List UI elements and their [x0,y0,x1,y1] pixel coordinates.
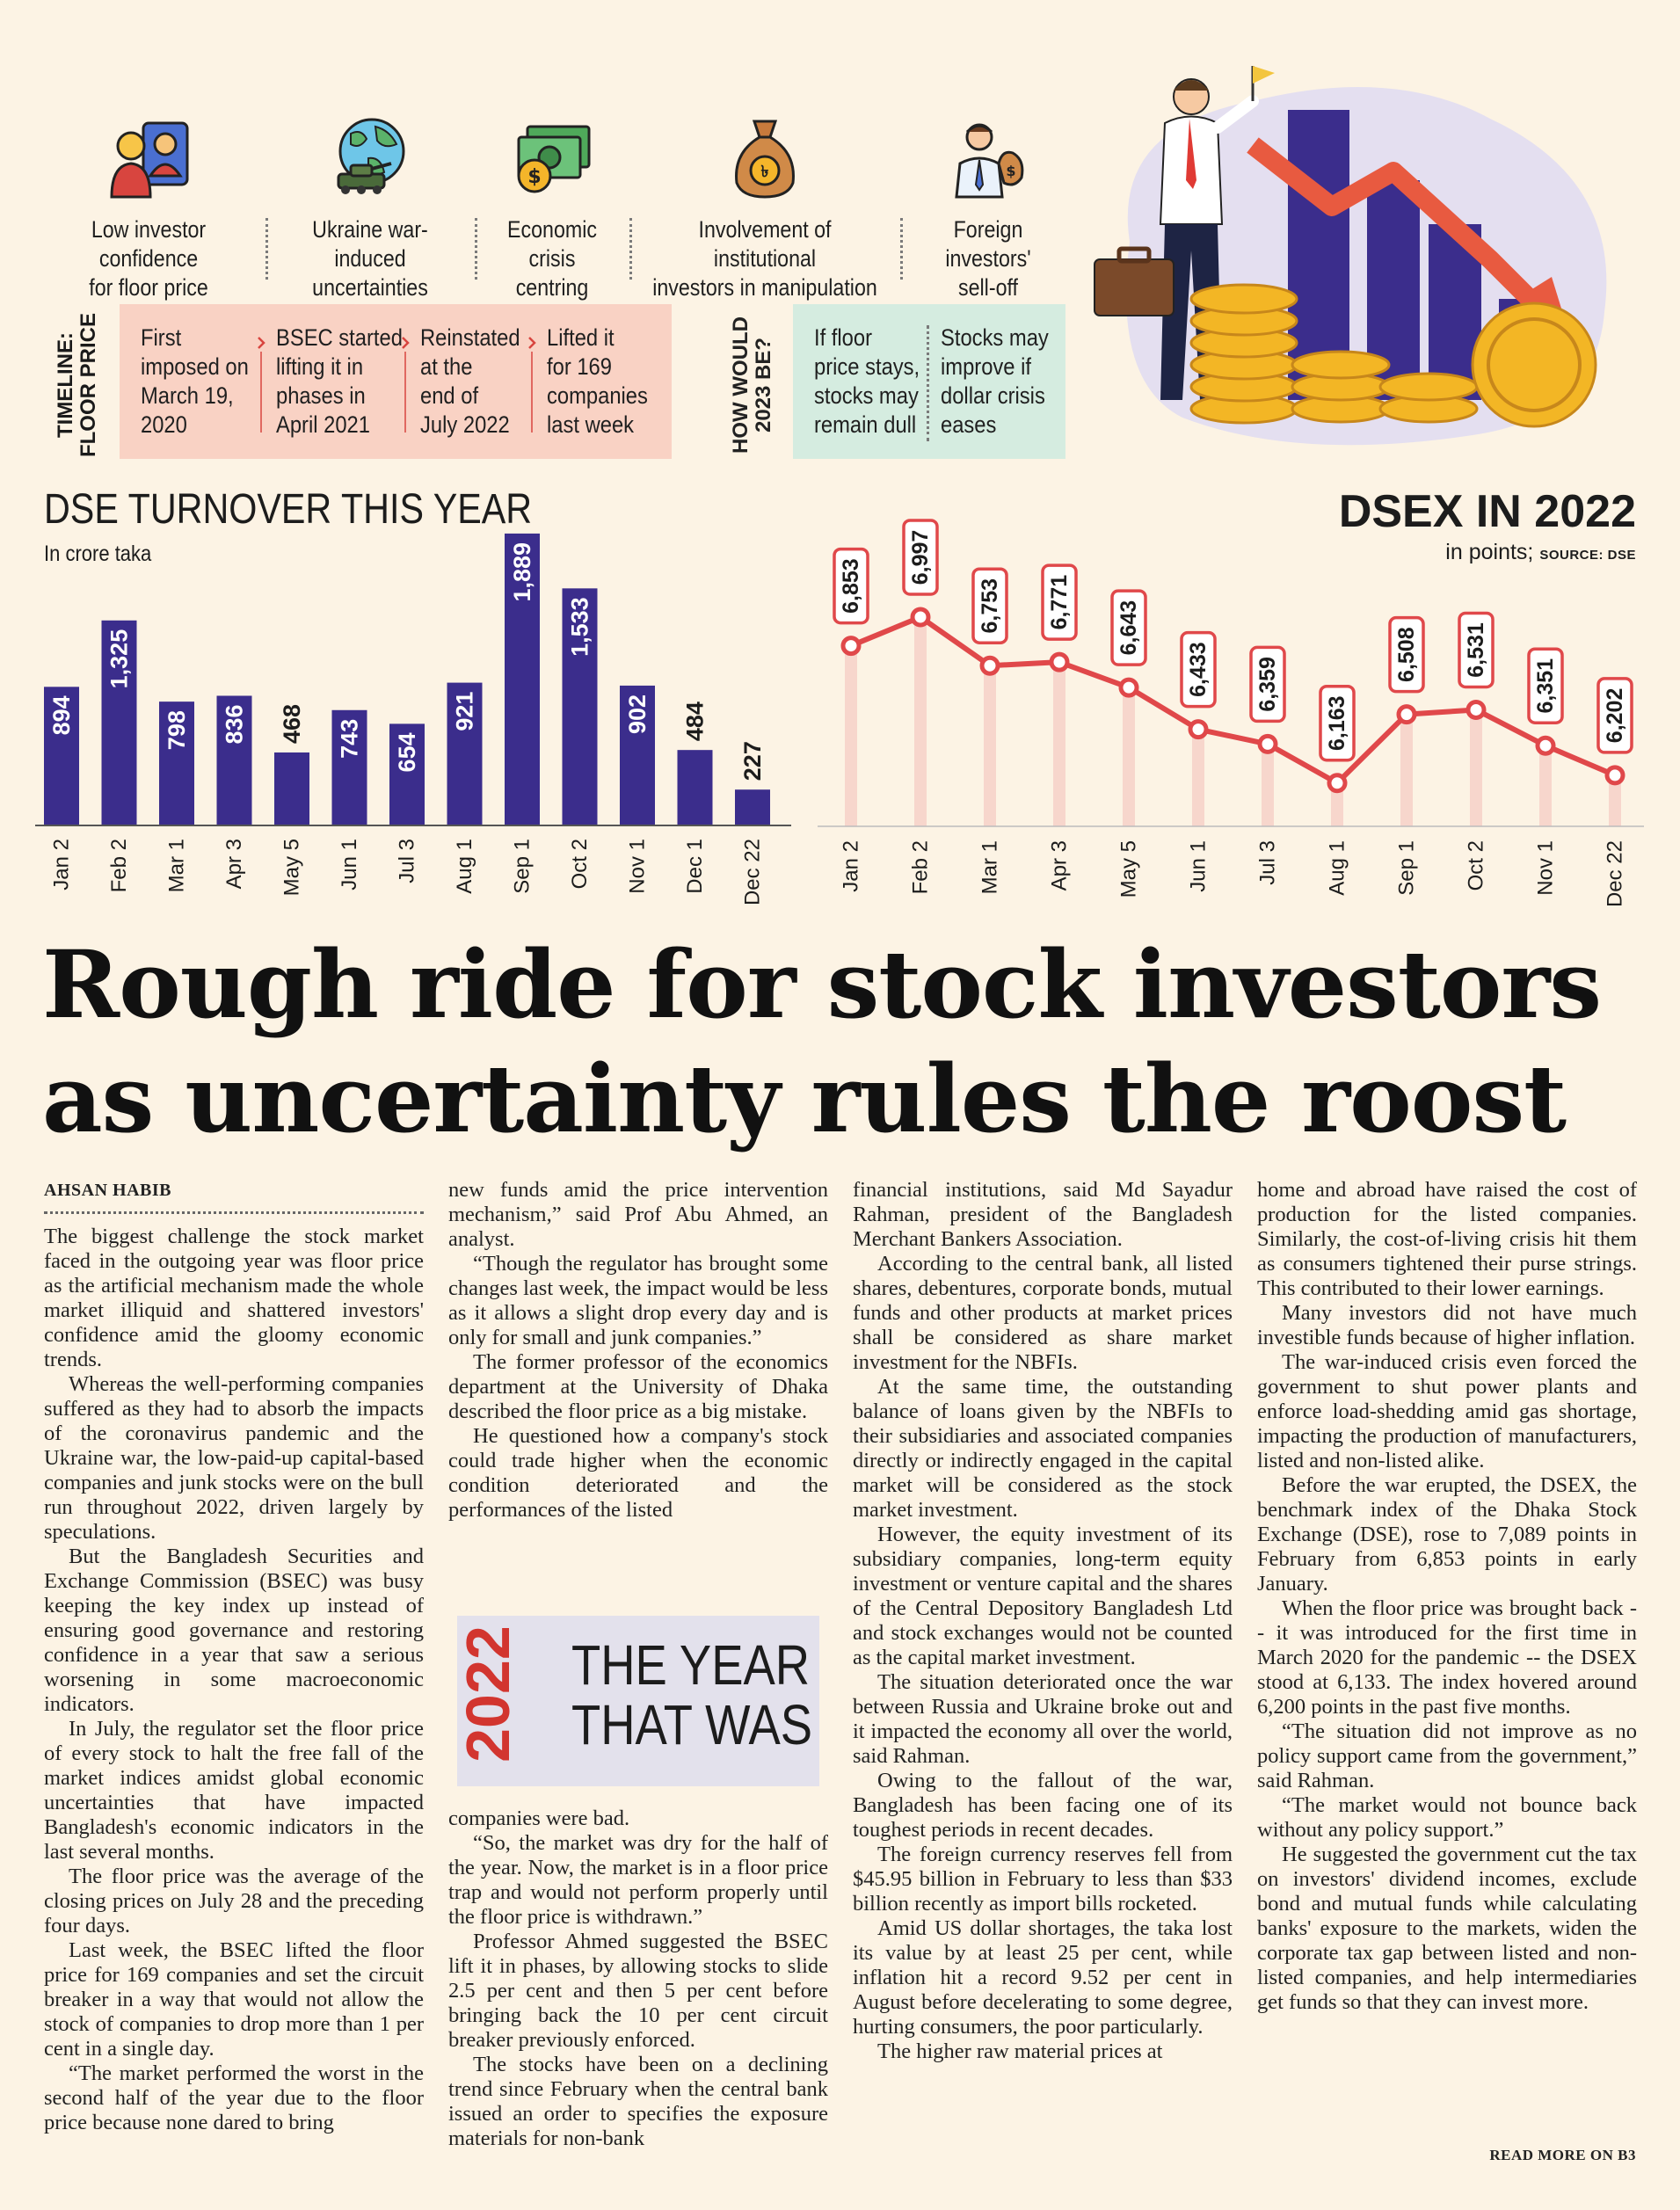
paragraph: The stocks have been on a declining trend since February when the central bank issued an order to specifies the exposure materials for non-bank [448,2053,828,2149]
outlook-item-2: Stocks may improve if dollar crisis eases [941,324,1049,438]
paragraph: Owing to the fallout of the war, Bangladesh has been facing one of its toughest periods in recent decades. [853,1769,1233,1842]
paragraph: financial institutions, said Md Sayadur Rahman, president of the Bangladesh Merchant Bankers Association. [853,1178,1233,1251]
point-value-label: 6,531 [1464,622,1488,678]
paragraph: The foreign currency reserves fell from $45.95 billion in February to less than $33 billion recently as import bills rocketed. [853,1843,1233,1916]
turnover-chart-title: DSE TURNOVER THIS YEAR [44,486,533,533]
data-point [1051,654,1067,670]
x-tick-label: Apr 3 [1047,840,1072,891]
svg-text:$: $ [1006,163,1016,179]
drop-line [1470,709,1482,826]
x-tick-label: Mar 1 [164,839,189,893]
investor-selloff-icon [944,114,1032,202]
factor-label: Foreign investors' [945,216,1031,272]
bar-value-label: 798 [164,710,190,751]
dsex-unit: in points; [1445,540,1534,564]
drop-line [1053,662,1065,826]
byline: AHSAN HABIB [44,1178,424,1214]
bar [678,750,713,825]
x-tick-label: Feb 2 [107,839,131,893]
paragraph: The floor price was the average of the closing prices on July 28 and the preceding four days. [44,1865,424,1937]
turnover-bar-chart [35,510,791,949]
svg-text:৳: ৳ [760,163,769,181]
bar-value-label: 654 [394,732,420,773]
x-tick-label: Sep 1 [1394,840,1419,896]
read-more-link[interactable]: READ MORE ON B3 [1489,2147,1636,2163]
paragraph: Before the war erupted, the DSEX, the benchmark index of the Dhaka Stock Exchange (DSE), rose to 7,089 points in February from 6,853 points in early January. [1257,1473,1637,1596]
bar [274,752,309,825]
article-column-4 [1257,1178,1637,2145]
drop-line [1123,687,1135,826]
x-tick-label: Jul 3 [1255,840,1280,885]
outlook-tag [721,306,784,464]
timeline-tag-line: TIMELINE: [54,332,77,439]
globe-war-icon [326,114,414,202]
point-value-label: 6,997 [908,529,933,585]
paragraph: companies were bad. [448,1807,630,1830]
paragraph: He suggested the government cut the tax on investors' dividend incomes, exclude bond and mutual funds while calculating banks' exposure to the markets, widen the corporate tax gap between listed and non-listed companies, and help intermediaries get funds so that they can invest more. [1257,1843,1637,2014]
dsex-chart-title: DSEX IN 2022 [1338,486,1636,537]
year-box-line: THE YEAR [571,1633,811,1697]
point-value-label: 6,163 [1325,695,1349,752]
market-decline-illustration [1077,48,1640,470]
money-bag-icon [721,114,809,202]
factor-foreign-selloff [904,114,1073,301]
outlook-item-1: If floor price stays, stocks may remain dull [814,324,920,438]
drop-line [1192,730,1204,826]
series-line [851,617,1615,783]
paragraph: Last week, the BSEC lifted the floor price for 169 companies and set the circuit breaker in a way that would not allow the stock of companies to drop more than 1 per cent in a single day. [44,1938,424,2061]
timeline-box [120,304,672,459]
article-column-2-top [448,1178,828,1596]
data-point [1190,722,1206,738]
factor-label: Economic crisis [507,216,597,272]
turnover-chart-subtitle: In crore taka [44,542,152,566]
paragraph: Whereas the well-performing companies suffered as they had to absorb the impacts of the coronavirus pandemic and the Ukraine war, the low-paid-up capital-based companies and junk stocks were on the bull run throughout 2022, driven largely by speculations. [44,1372,424,1544]
point-value-label: 6,771 [1047,574,1072,630]
factor-institutional-manipulation [633,114,897,301]
factor-label: Involvement of institutional [698,216,832,272]
point-value-label: 6,643 [1116,600,1141,656]
paragraph: Professor Ahmed suggested the BSEC lift it in phases, by allowing stocks to slide 2.5 per cent and then 5 per cent before bringing back the 10 per cent circuit breaker previously enforced. [448,1930,828,2052]
bar-value-label: 894 [48,695,75,736]
source-label: SOURCE: DSE [1539,548,1636,563]
paragraph: He questioned how a company's stock could trade higher when the economic condition deteriorated and the performances of the listed [448,1424,828,1522]
point-value-label: 6,202 [1603,687,1627,744]
x-tick-label: Sep 1 [510,839,535,894]
x-tick-label: Dec 22 [1603,840,1627,908]
x-tick-label: Dec 22 [740,839,765,906]
factor-label: centring [515,274,589,301]
paragraph: The war-induced crisis even forced the government to shut power plants and enforce load-shedding amid gas shortage, impacting the production of manufacturers, listed and non-listed alike. [1257,1350,1637,1472]
divider [900,218,903,280]
x-tick-label: Jan 2 [49,839,74,891]
paragraph: When the floor price was brought back -- it was introduced for the first time in March 2020 for the pandemic -- the DSEX stood at 6,133. The index hovered around 6,200 points in the past five months. [1257,1596,1637,1719]
data-point [982,658,998,673]
factor-label: uncertainties [312,274,428,301]
chevron-right-icon [401,331,410,436]
factors-strip [35,114,1073,301]
bar-value-label: 1,325 [105,629,133,689]
point-value-label: 6,753 [978,578,1002,634]
drop-line [1400,715,1413,826]
investors-icon [105,114,193,202]
article-column-3 [853,1178,1233,2145]
x-tick-label: Dec 1 [683,839,707,894]
data-point [843,638,859,654]
divider [265,218,268,280]
year-box-line: THAT WAS [571,1693,813,1756]
factor-label: for floor price [89,274,208,301]
data-point [1260,736,1276,752]
timeline-tag-line: FLOOR PRICE [76,312,100,458]
x-tick-label: May 5 [280,839,304,897]
timeline-item-4: Lifted it for 169 companies last week [547,324,648,438]
factor-label: sell-off [958,274,1018,301]
x-tick-label: Jun 1 [338,839,361,891]
paragraph: new funds amid the price intervention mechanism,” said Prof Abu Ahmed, an analyst. [448,1178,828,1251]
timeline-item-3: Reinstated at the end of July 2022 [420,324,520,438]
x-tick-label: Mar 1 [978,840,1002,895]
bar-value-label: 484 [681,702,709,742]
data-point [913,609,928,625]
chevron-right-icon [257,331,265,436]
x-tick-label: Jan 2 [839,840,863,892]
paragraph: However, the equity investment of its subsidiary companies, long-term equity investment or venture capital and the shares of the Central Depository Bangladesh Ltd and stock exchanges would not be counted as the capital market investment. [853,1523,1233,1669]
paragraph: “The market would not bounce back without any policy support.” [1257,1793,1637,1842]
headline-line: Rough ride for stock investors [42,929,1602,1039]
paragraph: The situation deteriorated once the war between Russia and Ukraine broke out and it impacted the economy all over the world, said Rahman. [853,1670,1233,1768]
paragraph: At the same time, the outstanding balance of loans given by the NBFIs to their subsidiaries and associated companies directly or indirectly engaged in the capital market will be considered as the stock market investment. [853,1375,1233,1522]
factor-investor-confidence [35,114,262,301]
outlook-tag-line: HOW WOULD [729,316,753,454]
drop-line [1262,744,1274,826]
data-point [1329,775,1345,791]
paragraph: “The situation did not improve as no policy support came from the government,” said Rahman. [1257,1719,1637,1792]
svg-text:$: $ [527,166,542,188]
data-point [1468,702,1484,717]
data-point [1607,767,1623,783]
factor-ukraine-war [269,114,471,301]
data-point [1399,707,1415,723]
drop-line [845,646,857,826]
point-value-label: 6,359 [1255,657,1280,712]
factor-label: investors in manipulation [652,274,877,301]
divider [927,325,929,441]
data-point [1121,680,1137,695]
chevron-right-icon [527,331,536,436]
point-value-label: 6,351 [1533,658,1558,714]
paragraph: The biggest challenge the stock market faced in the outgoing year was floor price as the artificial mechanism made the whole market illiquid and shattered investors' confidence amid the gloomy economic trends. [44,1225,424,1371]
bar-value-label: 1,533 [566,597,593,657]
paragraph: The higher raw material prices at [877,2039,1163,2063]
article-column-1 [44,1178,424,2145]
x-tick-label: Aug 1 [453,839,476,894]
data-point [1538,738,1553,753]
dsex-line-chart [818,492,1644,949]
paragraph: But the Bangladesh Securities and Exchange Commission (BSEC) was busy keeping the key index up instead of ensuring good governance and restoring confidence in a year that saw a serious worsening in some macroeconomic indicators. [44,1545,424,1716]
timeline-item-2: BSEC started lifting it in phases in April 2021 [276,324,403,438]
paragraph: “Though the regulator has brought some changes last week, the impact would be less as it allows a slight drop every day and is only for small and junk companies.” [448,1252,828,1349]
money-icon [508,114,596,202]
year-that-was-box [448,1609,828,1793]
headline [42,927,1651,1156]
x-tick-label: Feb 2 [908,840,933,895]
x-tick-label: Jul 3 [395,839,419,883]
divider [475,218,477,280]
bar-value-label: 921 [451,691,478,731]
drop-line [984,665,996,826]
paragraph: According to the central bank, all listed shares, debentures, corporate bonds, mutual funds and other products at market prices shall be considered as share market investment for the NBFIs. [853,1252,1233,1374]
headline-line: as uncertainty rules the roost [42,1043,1567,1153]
bar-value-label: 227 [739,741,766,781]
paragraph: Amid US dollar shortages, the taka lost its value by at least 25 per cent, while inflation hit a record 9.52 per cent in August before decelerating to some degree, hurting consumers, the poor particularly. [853,1916,1233,2039]
paragraph: Many investors did not have much investible funds because of higher inflation. [1257,1301,1637,1349]
paragraph: The former professor of the economics department at the University of Dhaka described the floor price as a big mistake. [448,1350,828,1423]
year-label: 2022 [454,1625,522,1763]
paragraph: home and abroad have raised the cost of production for the listed companies. Similarly, the cost-of-living crisis hit them as consumers tightened their purse strings. This contributed to their lower earnings. [1257,1178,1637,1300]
timeline-tag [46,306,109,464]
bar-value-label: 836 [221,704,248,745]
point-value-label: 6,508 [1394,627,1419,682]
bar-value-label: 468 [279,703,305,744]
drop-line [1539,745,1552,826]
factor-label: Low investor confidence [91,216,207,272]
x-tick-label: Jun 1 [1186,840,1211,892]
x-tick-label: Oct 2 [1464,840,1488,891]
article-column-2-bottom [448,1807,828,2149]
factor-dollar-crisis [478,114,626,301]
x-tick-label: Apr 3 [222,839,246,890]
divider [629,218,632,280]
point-value-label: 6,433 [1186,642,1211,697]
paragraph: In July, the regulator set the floor price of every stock to halt the free fall of the market indices amidst global economic uncertainties that have impacted Bangladesh's economic indicators in the last several months. [44,1717,424,1864]
outlook-tag-line: 2023 BE? [752,337,775,433]
paragraph: “The market performed the worst in the second half of the year due to the floor price because none dared to bring [44,2061,424,2134]
bar-value-label: 743 [336,718,363,759]
x-tick-label: Nov 1 [1533,840,1558,896]
x-tick-label: Oct 2 [568,839,592,890]
drop-line [914,617,927,826]
bar-value-label: 1,889 [509,542,535,602]
x-tick-label: Aug 1 [1325,840,1349,896]
outlook-box [793,304,1065,459]
x-tick-label: Nov 1 [625,839,650,894]
factor-label: Ukraine war-induced [312,216,428,272]
bar [735,789,770,825]
paragraph: “So, the market was dry for the half of the year. Now, the market is in a floor price trap and would not perform properly until the floor price is withdrawn.” [448,1831,828,1929]
bar-value-label: 902 [624,694,651,734]
timeline-item-1: First imposed on March 19, 2020 [141,324,249,438]
x-tick-label: May 5 [1116,840,1141,898]
point-value-label: 6,853 [839,558,863,614]
